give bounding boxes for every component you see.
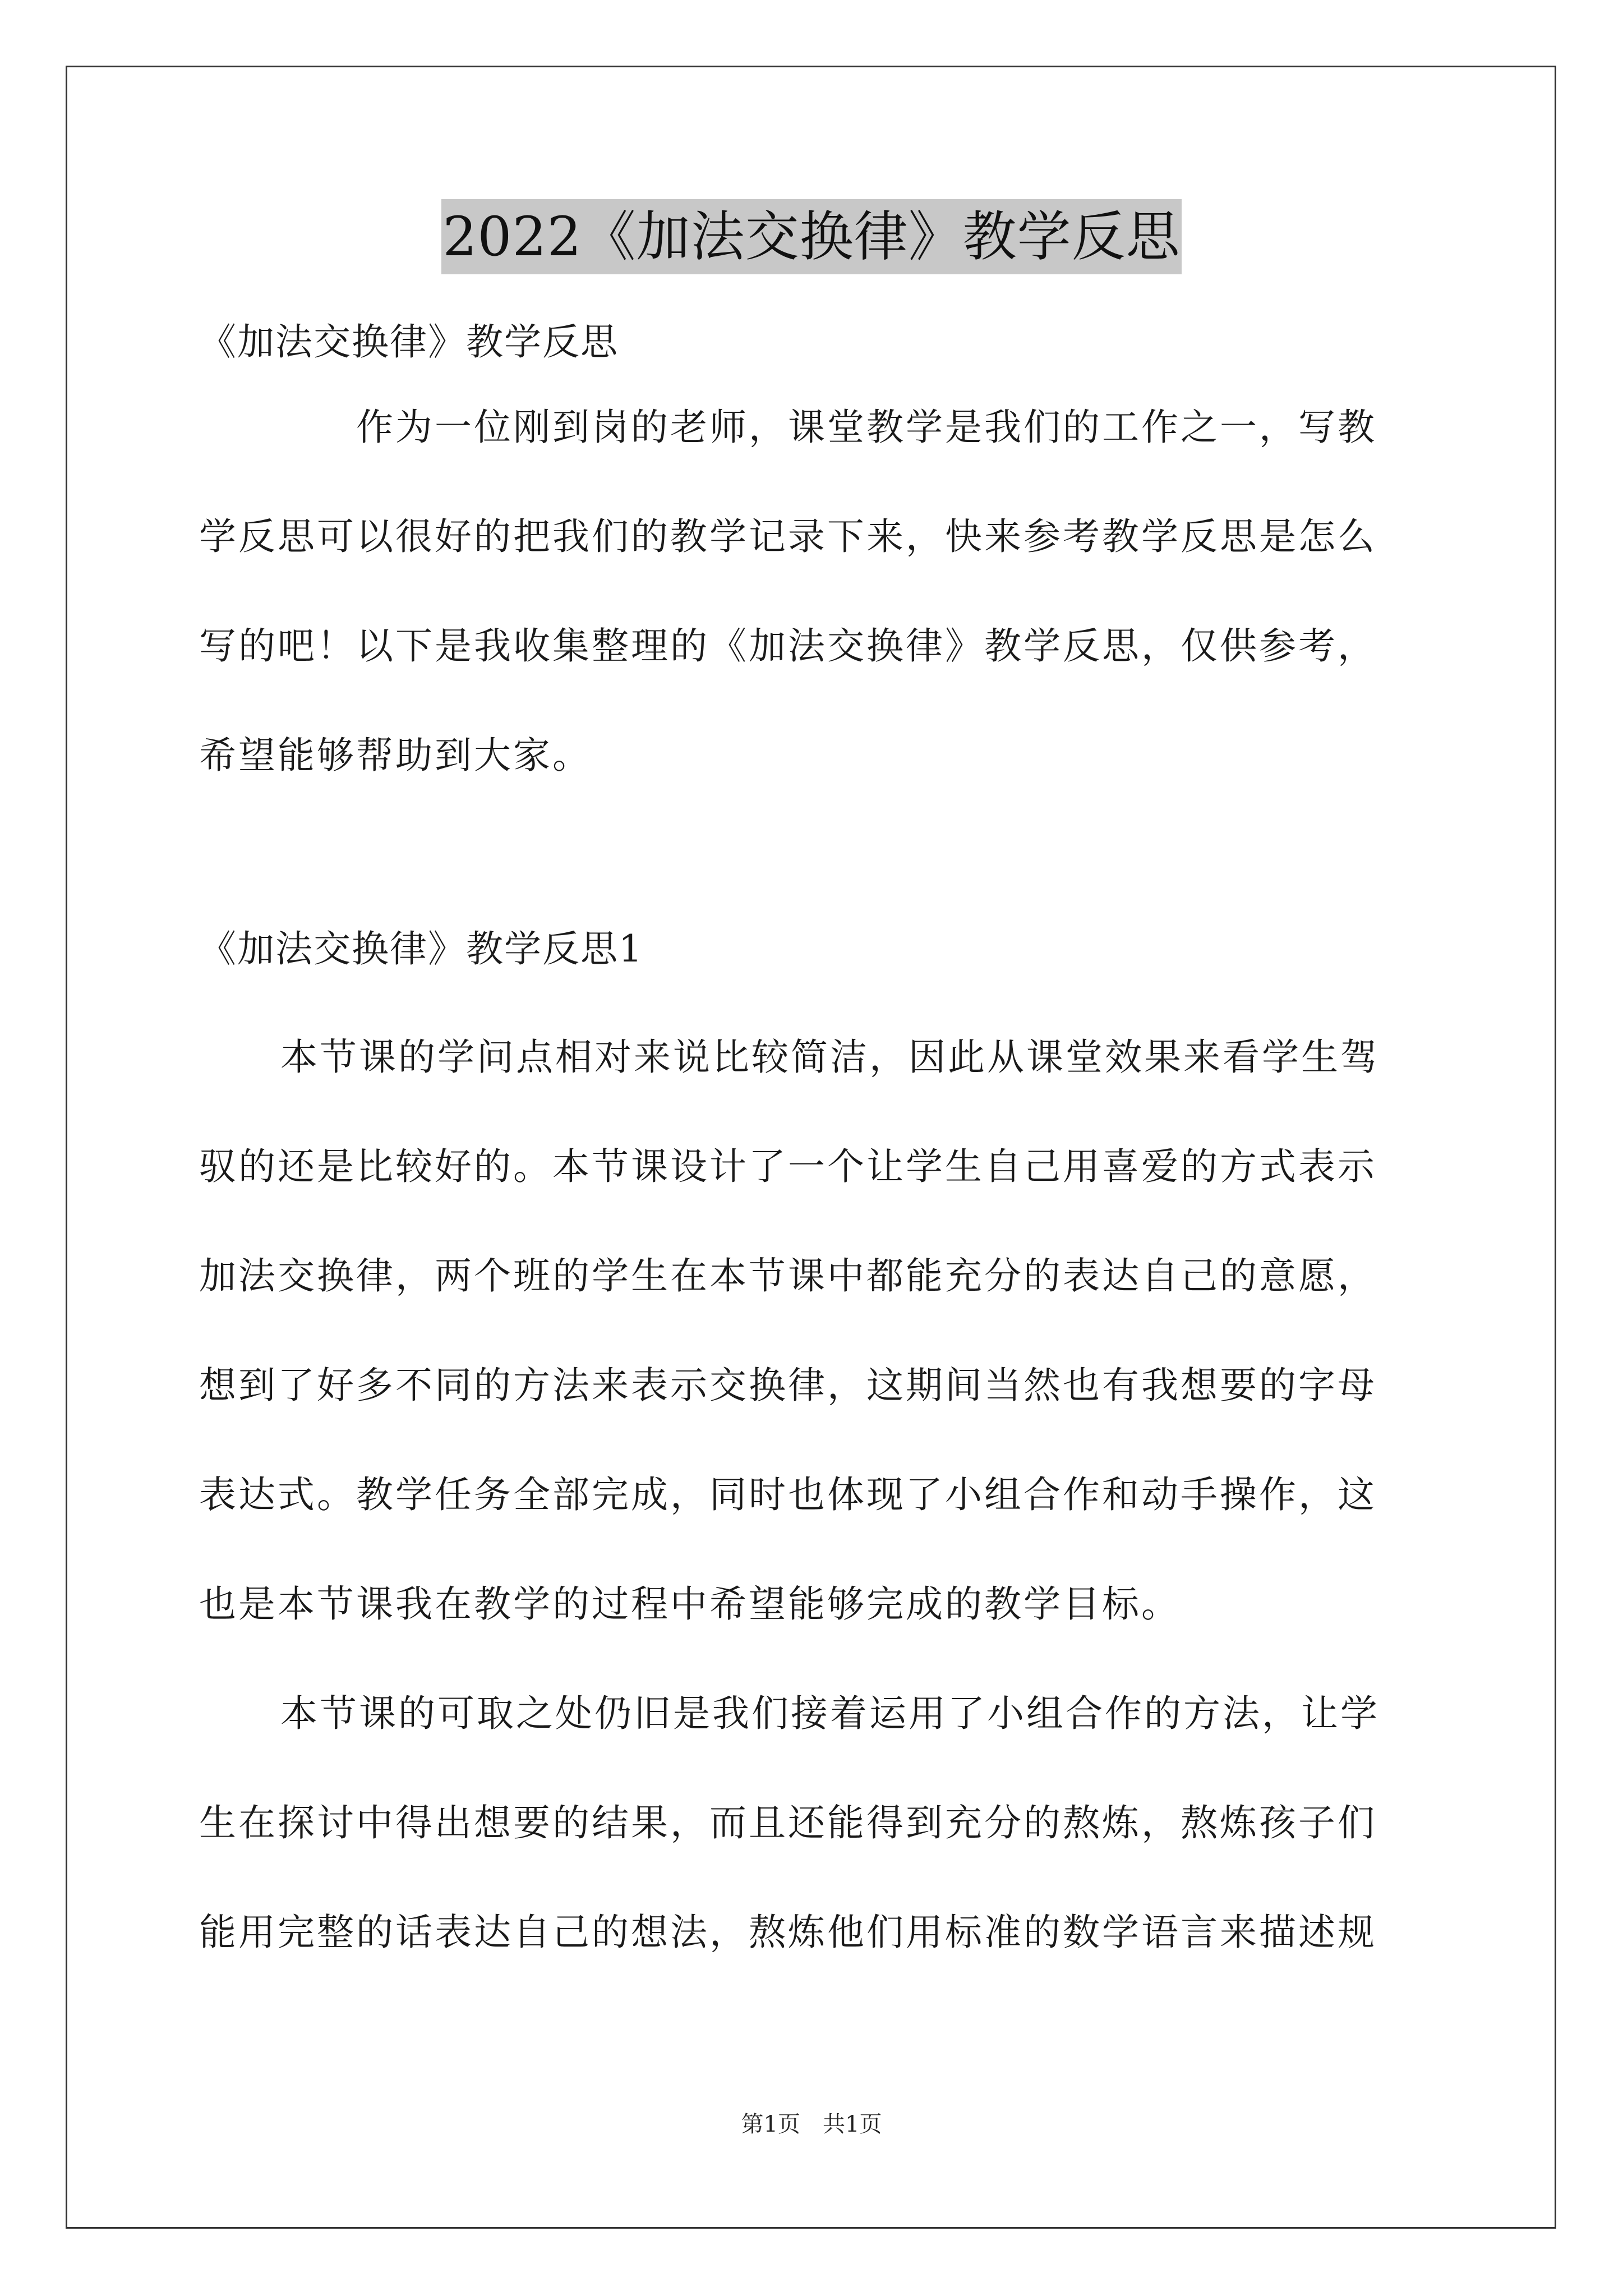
document-body: [199, 314, 1427, 1961]
page-number: 第1页: [741, 2111, 800, 2137]
intro-line: 写的吧！以下是我收集整理的《加法交换律》教学反思，仅供参考，: [199, 624, 1377, 668]
paragraph-line: 本节课的学问点相对来说比较简洁，因此从课堂效果来看学生驾: [280, 1036, 1380, 1079]
intro-line: 学反思可以很好的把我们的教学记录下来，快来参考教学反思是怎么: [199, 515, 1377, 558]
intro-line: 希望能够帮助到大家。: [199, 734, 592, 777]
title-wrap: [0, 199, 1623, 274]
paragraph-line: 也是本节课我在教学的过程中希望能够完成的教学目标。: [199, 1582, 1181, 1626]
intro-line: 作为一位刚到岗的老师，课堂教学是我们的工作之一，写教: [356, 406, 1377, 449]
page-footer: [0, 2106, 1623, 2138]
intro-paragraph: [199, 399, 1427, 784]
section-heading: 《加法交换律》教学反思1: [199, 927, 643, 970]
paragraph-line: 生在探讨中得出想要的结果，而且还能得到充分的熬炼，熬炼孩子们: [199, 1801, 1377, 1844]
document-title: 2022《加法交换律》教学反思: [441, 199, 1181, 274]
paragraph-1: [199, 1029, 1427, 1632]
paragraph-line: 表达式。教学任务全部完成，同时也体现了小组合作和动手操作，这: [199, 1473, 1377, 1516]
paragraph-line: 本节课的可取之处仍旧是我们接着运用了小组合作的方法，让学: [280, 1692, 1380, 1735]
page-total: 共1页: [823, 2111, 882, 2137]
paragraph-line: 加法交换律，两个班的学生在本节课中都能充分的表达自己的意愿，: [199, 1254, 1377, 1297]
document-subtitle: 《加法交换律》教学反思: [199, 320, 619, 364]
paragraph-line: 驭的还是比较好的。本节课设计了一个让学生自己用喜爱的方式表示: [199, 1145, 1377, 1188]
paragraph-line: 能用完整的话表达自己的想法，熬炼他们用标准的数学语言来描述规: [199, 1911, 1377, 1954]
paragraph-line: 想到了好多不同的方法来表示交换律，这期间当然也有我想要的字母: [199, 1364, 1377, 1407]
paragraph-2: [199, 1686, 1427, 1961]
